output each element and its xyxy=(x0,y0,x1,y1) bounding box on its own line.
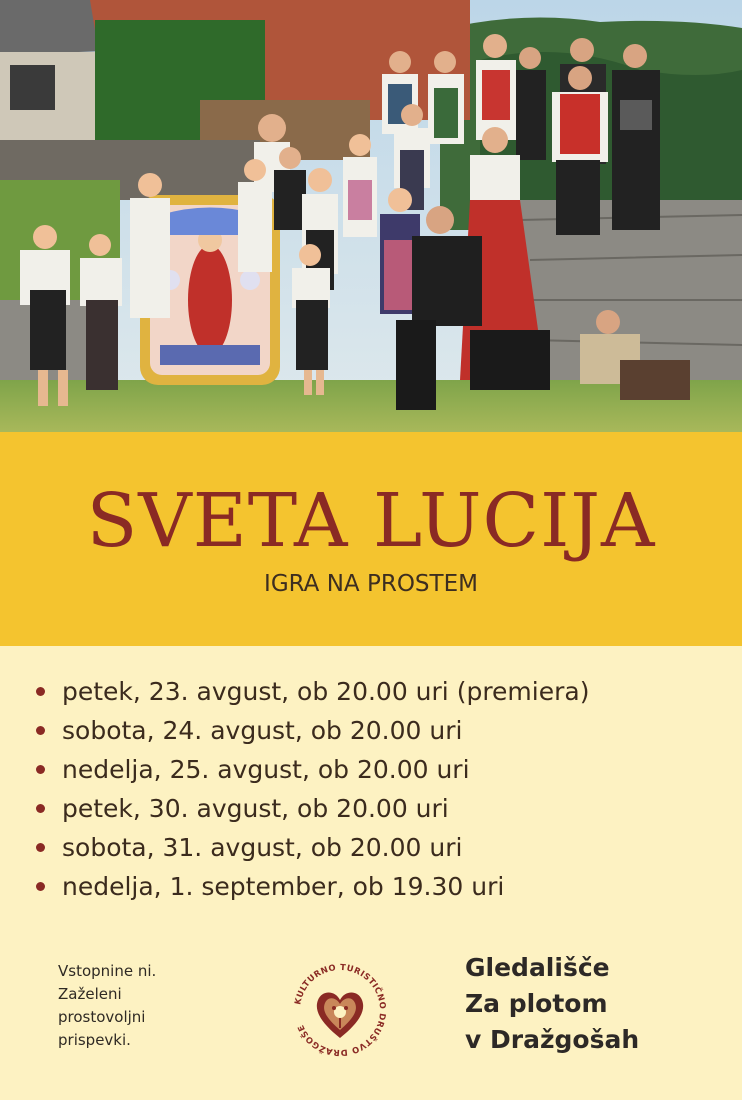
heart-emblem-icon xyxy=(290,960,390,1060)
schedule-item xyxy=(34,789,734,828)
schedule-item-text: sobota, 24. avgust, ob 20.00 uri xyxy=(62,716,463,745)
bullet-dot-icon xyxy=(36,804,45,813)
logo-text: KULTURNO TURISTIČNO DRUŠTVO DRAŽGOŠE xyxy=(292,961,389,1059)
admission-line: prispevki. xyxy=(58,1031,131,1049)
organizer-line: Za plotom xyxy=(465,989,608,1018)
bullet-dot-icon xyxy=(36,882,45,891)
bullet-dot-icon xyxy=(36,726,45,735)
organizer-line: v Dražgošah xyxy=(465,1025,640,1054)
schedule-item xyxy=(34,750,734,789)
admission-line: Vstopnine ni. xyxy=(58,962,157,980)
performance-schedule xyxy=(34,672,734,906)
schedule-item-text: nedelja, 1. september, ob 19.30 uri xyxy=(62,872,505,901)
schedule-item-text: petek, 23. avgust, ob 20.00 uri (premiera) xyxy=(62,677,590,706)
schedule-item xyxy=(34,867,734,906)
cast-photo-illustration xyxy=(0,0,742,432)
schedule-item xyxy=(34,711,734,750)
schedule-item-text: sobota, 31. avgust, ob 20.00 uri xyxy=(62,833,463,862)
organizer-line: Gledališče xyxy=(465,953,610,982)
poster-subtitle: IGRA NA PROSTEM xyxy=(264,571,478,597)
schedule-item-text: petek, 30. avgust, ob 20.00 uri xyxy=(62,794,449,823)
schedule-item-text: nedelja, 25. avgust, ob 20.00 uri xyxy=(62,755,470,784)
schedule-item xyxy=(34,672,734,711)
bullet-dot-icon xyxy=(36,843,45,852)
poster-title: SVETA LUCIJA xyxy=(86,478,656,564)
schedule-item xyxy=(34,828,734,867)
organizer-name xyxy=(465,950,725,1058)
society-logo xyxy=(290,960,390,1060)
admission-note xyxy=(58,960,218,1052)
title-band xyxy=(0,432,742,646)
bullet-dot-icon xyxy=(36,765,45,774)
bullet-dot-icon xyxy=(36,687,45,696)
admission-line: prostovoljni xyxy=(58,1008,146,1026)
cast-photo xyxy=(0,0,742,432)
admission-line: Zaželeni xyxy=(58,985,122,1003)
